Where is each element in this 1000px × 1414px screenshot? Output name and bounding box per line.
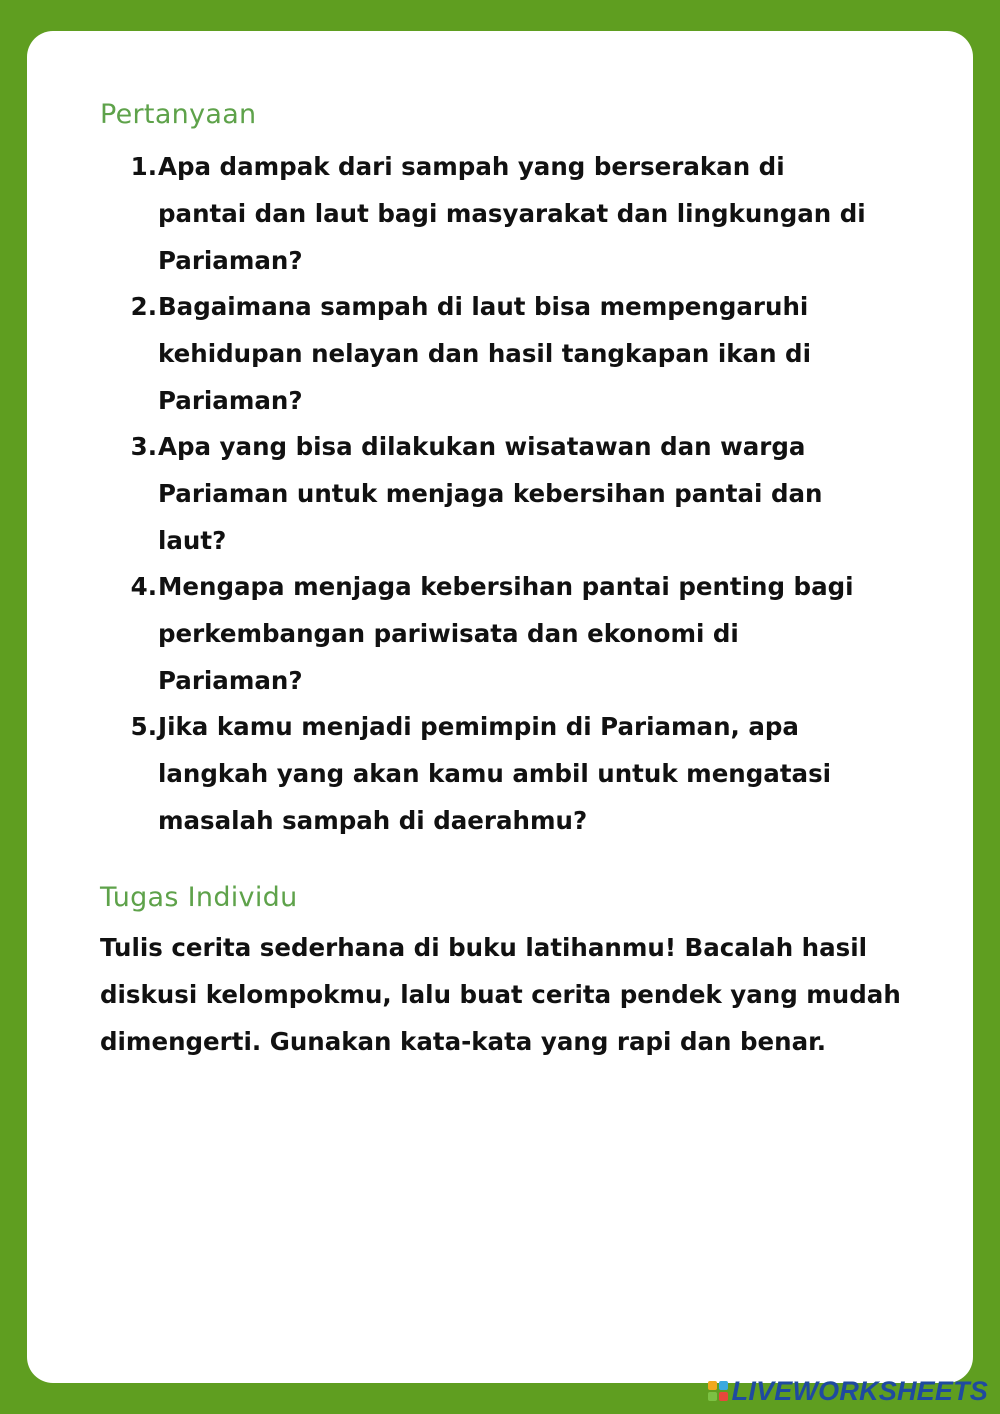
- watermark-text: LIVEWORKSHEETS: [731, 1375, 988, 1406]
- liveworksheets-watermark: [708, 1376, 988, 1406]
- logo-square: [708, 1392, 717, 1401]
- question-item-4: [123, 563, 913, 704]
- question-number: 2.: [130, 292, 157, 321]
- question-line: masalah sampah di daerahmu?: [158, 806, 588, 835]
- question-list: [123, 143, 913, 844]
- question-line: Apa yang bisa dilakukan wisatawan dan warga: [158, 432, 806, 461]
- task-heading: Tugas Individu: [100, 882, 298, 913]
- question-item-2: [123, 283, 913, 424]
- question-number: 4.: [130, 572, 157, 601]
- question-line: Bagaimana sampah di laut bisa mempengaruhi: [158, 292, 809, 321]
- question-item-1: [123, 143, 913, 284]
- question-line: Apa dampak dari sampah yang berserakan di: [158, 152, 785, 181]
- question-line: langkah yang akan kamu ambil untuk mengatasi: [158, 759, 832, 788]
- task-instructions: [100, 924, 920, 1065]
- question-line: laut?: [158, 526, 227, 555]
- question-line: Pariaman?: [158, 246, 303, 275]
- task-line: diskusi kelompokmu, lalu buat cerita pendek yang mudah: [100, 980, 901, 1009]
- worksheet-card: [27, 31, 973, 1383]
- logo-square: [719, 1392, 728, 1401]
- question-item-5: [123, 703, 913, 844]
- question-line: pantai dan laut bagi masyarakat dan lingkungan di: [158, 199, 866, 228]
- question-line: Mengapa menjaga kebersihan pantai penting bagi: [158, 572, 854, 601]
- question-number: 1.: [130, 152, 157, 181]
- task-line: dimengerti. Gunakan kata-kata yang rapi dan benar.: [100, 1027, 827, 1056]
- logo-square: [719, 1381, 728, 1390]
- task-line: Tulis cerita sederhana di buku latihanmu! Bacalah hasil: [100, 933, 868, 962]
- question-number: 5.: [130, 712, 157, 741]
- logo-square: [708, 1381, 717, 1390]
- question-item-3: [123, 423, 913, 564]
- question-line: kehidupan nelayan dan hasil tangkapan ikan di: [158, 339, 811, 368]
- question-line: Pariaman?: [158, 386, 303, 415]
- question-number: 3.: [130, 432, 157, 461]
- question-line: Jika kamu menjadi pemimpin di Pariaman, apa: [158, 712, 799, 741]
- question-line: Pariaman untuk menjaga kebersihan pantai dan: [158, 479, 823, 508]
- question-line: Pariaman?: [158, 666, 303, 695]
- question-line: perkembangan pariwisata dan ekonomi di: [158, 619, 739, 648]
- questions-heading: Pertanyaan: [100, 99, 257, 130]
- liveworksheets-logo-icon: [708, 1381, 728, 1401]
